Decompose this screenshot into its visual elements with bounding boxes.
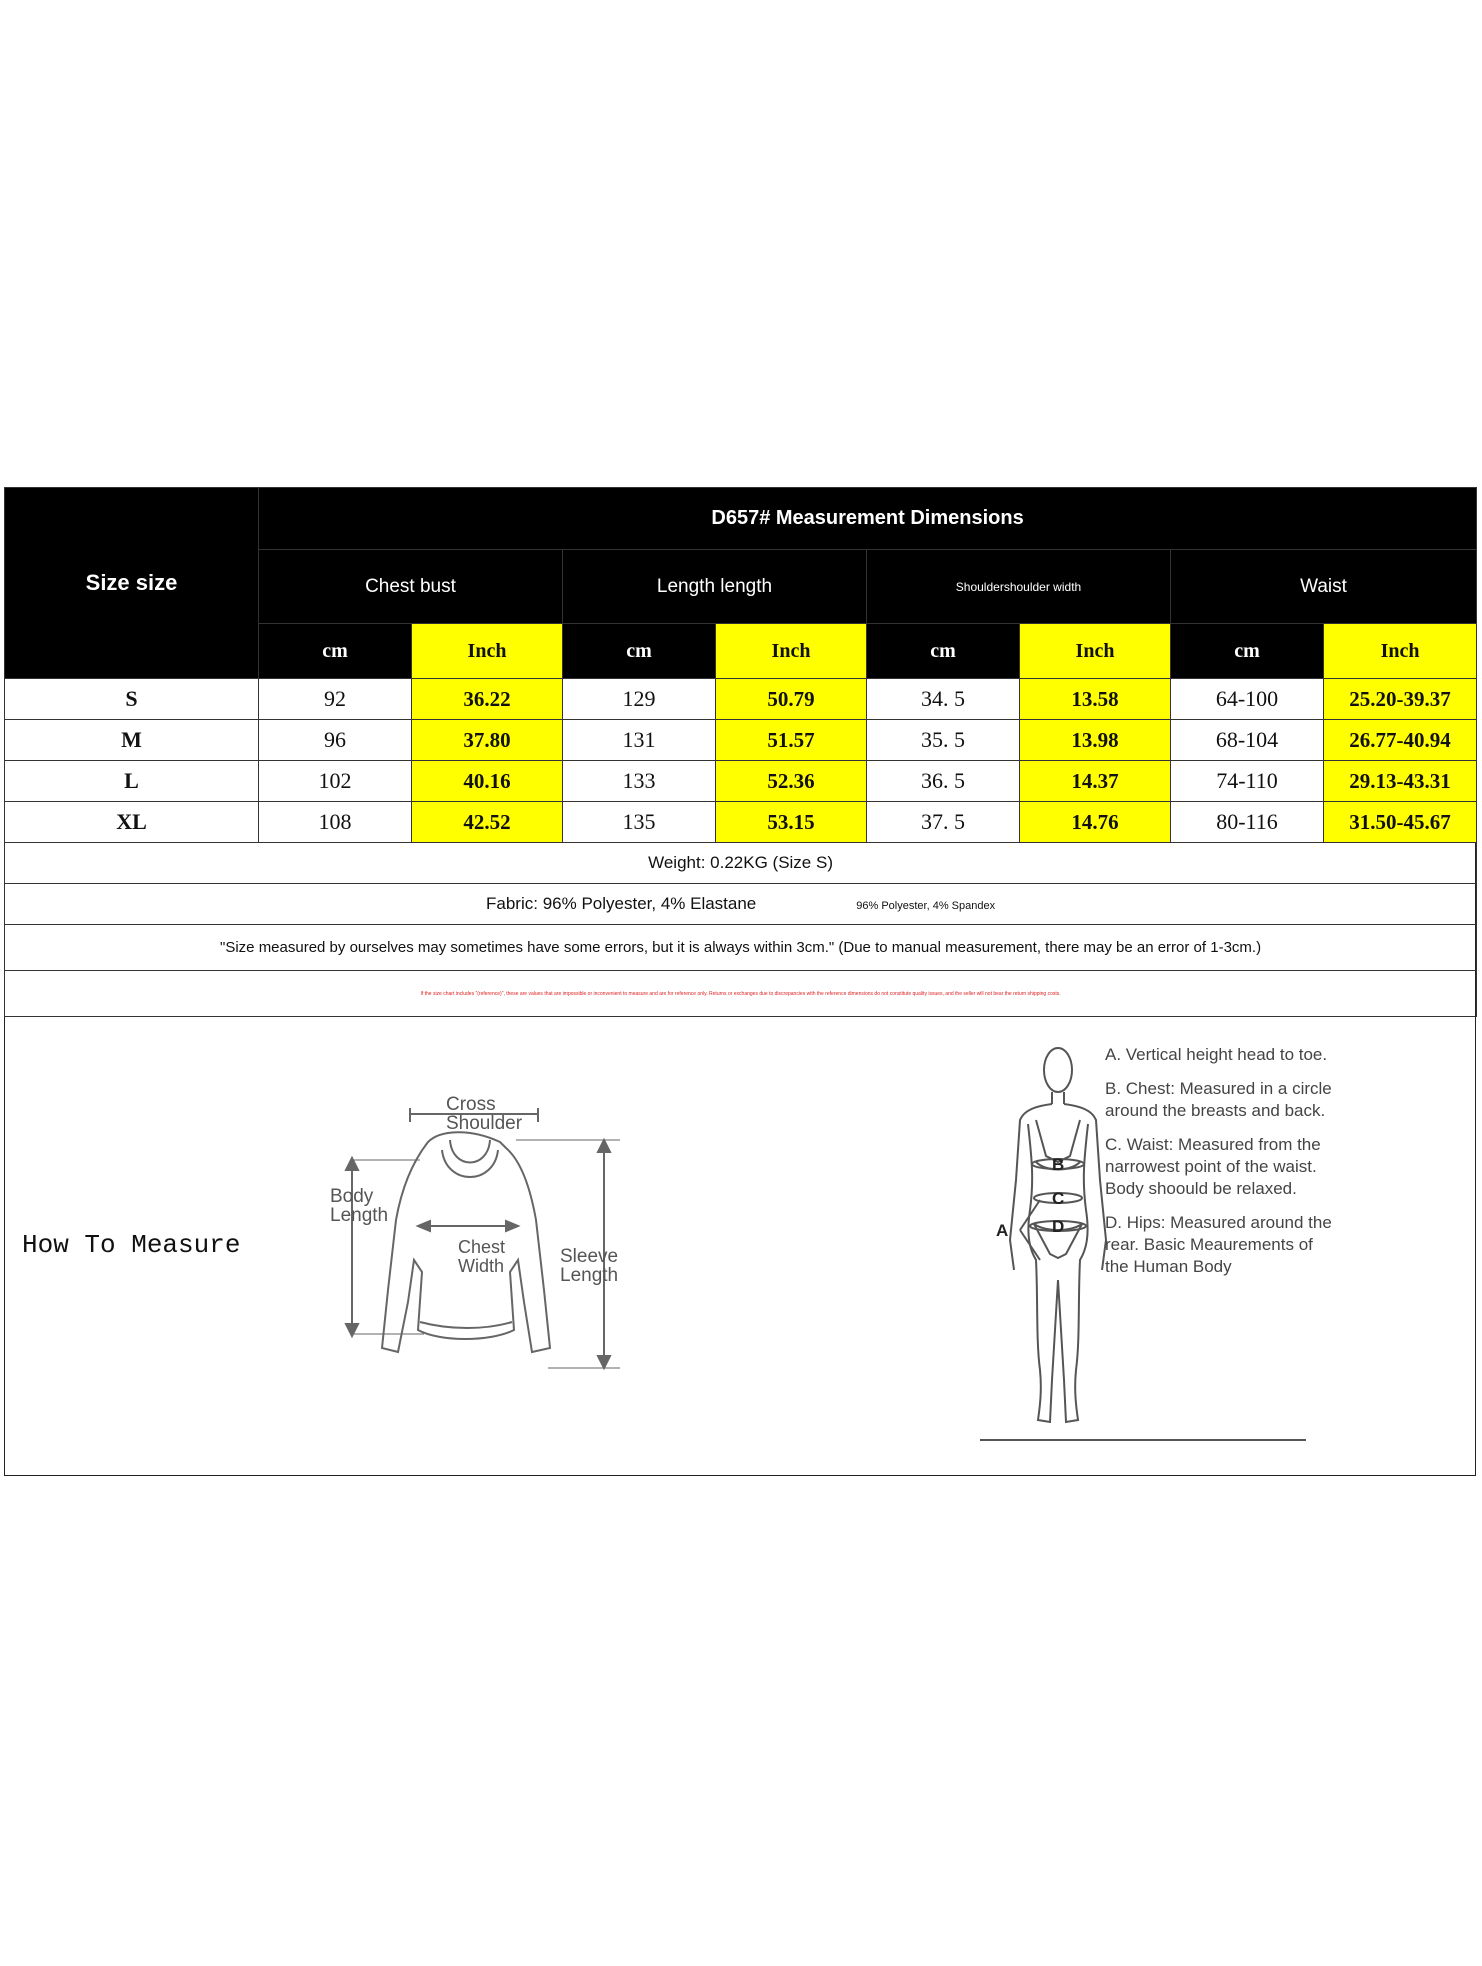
size-cell: XL [5,802,259,843]
size-header: Size size [5,488,259,679]
length-inch-cell: 53.15 [716,802,867,843]
figure-label-a: A [996,1221,1009,1240]
size-table [4,487,1477,1017]
instruction-item: D. Hips: Measured around the rear. Basic Meaurements of the Human Body [1105,1213,1332,1276]
chest-cm-cell: 96 [259,720,412,761]
fabric-text: Fabric: 96% Polyester, 4% Elastane [486,894,757,913]
table-row [5,679,1477,720]
fabric-alt-text: 96% Polyester, 4% Spandex [856,900,996,912]
shoulder-header: Shouldershoulder width [867,550,1171,624]
weight-note: Weight: 0.22KG (Size S) [5,843,1477,884]
instruction-item: A. Vertical height head to toe. [1105,1045,1328,1064]
waist-inch-cell: 29.13-43.31 [1324,761,1477,802]
length-cm-cell: 129 [563,679,716,720]
chest-cm-cell: 108 [259,802,412,843]
length-cm-cell: 133 [563,761,716,802]
size-cell: M [5,720,259,761]
shoulder-cm-cell: 37. 5 [867,802,1020,843]
chest-header: Chest bust [259,550,563,624]
sleeve-label-2: Length [560,1265,619,1286]
shoulder-cm-cell: 36. 5 [867,761,1020,802]
waist-inch-cell: 25.20-39.37 [1324,679,1477,720]
shoulder-inch-cell: 13.58 [1020,679,1171,720]
table-row [5,720,1477,761]
length-cm-cell: 135 [563,802,716,843]
chest-inch-cell: 37.80 [412,720,563,761]
length-inch-cell: 51.57 [716,720,867,761]
length-header: Length length [563,550,867,624]
unit-cm: cm [867,624,1020,679]
size-cell: S [5,679,259,720]
garment-diagram [320,1090,640,1380]
instruction-item: C. Waist: Measured from the narrowest point of the waist. Body shoould be relaxed. [1105,1135,1321,1198]
how-to-measure-title: How To Measure [22,1230,241,1260]
chest-width-label-1: Chest [458,1237,506,1257]
chest-cm-cell: 92 [259,679,412,720]
waist-cm-cell: 80-116 [1171,802,1324,843]
waist-inch-cell: 31.50-45.67 [1324,802,1477,843]
size-cell: L [5,761,259,802]
table-row [5,802,1477,843]
disclaimer-note: "Size measured by ourselves may sometimes have some errors, but it is always within 3cm." (Due to manual measurement, there may be an error of 1-3cm.) [5,925,1477,971]
table-row [5,761,1477,802]
waist-cm-cell: 68-104 [1171,720,1324,761]
figure-label-b: B [1052,1155,1065,1174]
length-cm-cell: 131 [563,720,716,761]
unit-cm: cm [563,624,716,679]
body-length-label-1: Body [330,1186,374,1207]
cross-label-2: Shoulder [446,1113,523,1134]
fine-print-note: If the size chart includes "(reference)", these are values that are impossible or inconvenient to measure and are for reference only. Returns or exchanges due to discrepancies with the reference dimensions do not constitute quality issues, and the seller will not bear the return shipping costs. [5,971,1477,1017]
instruction-item: B. Chest: Measured in a circle around the breasts and back. [1105,1079,1332,1120]
shoulder-inch-cell: 14.76 [1020,802,1171,843]
unit-cm: cm [1171,624,1324,679]
waist-cm-cell: 64-100 [1171,679,1324,720]
figure-label-c: C [1052,1189,1065,1208]
unit-cm: cm [259,624,412,679]
unit-inch: Inch [1020,624,1171,679]
cross-label-1: Cross [446,1094,496,1115]
shoulder-cm-cell: 34. 5 [867,679,1020,720]
measurement-instructions [1105,1044,1335,1290]
chest-inch-cell: 42.52 [412,802,563,843]
chest-inch-cell: 36.22 [412,679,563,720]
chest-width-label-2: Width [458,1256,505,1276]
shoulder-inch-cell: 14.37 [1020,761,1171,802]
waist-cm-cell: 74-110 [1171,761,1324,802]
unit-inch: Inch [412,624,563,679]
sleeve-label-1: Sleeve [560,1246,619,1267]
shoulder-inch-cell: 13.98 [1020,720,1171,761]
unit-inch: Inch [1324,624,1477,679]
waist-inch-cell: 26.77-40.94 [1324,720,1477,761]
chest-cm-cell: 102 [259,761,412,802]
length-inch-cell: 52.36 [716,761,867,802]
shoulder-cm-cell: 35. 5 [867,720,1020,761]
table-title: D657# Measurement Dimensions [259,488,1477,550]
waist-header: Waist [1171,550,1477,624]
figure-label-d: D [1052,1217,1065,1236]
body-length-label-2: Length [330,1205,389,1226]
unit-inch: Inch [716,624,867,679]
fabric-note [5,884,1477,925]
chest-inch-cell: 40.16 [412,761,563,802]
length-inch-cell: 50.79 [716,679,867,720]
